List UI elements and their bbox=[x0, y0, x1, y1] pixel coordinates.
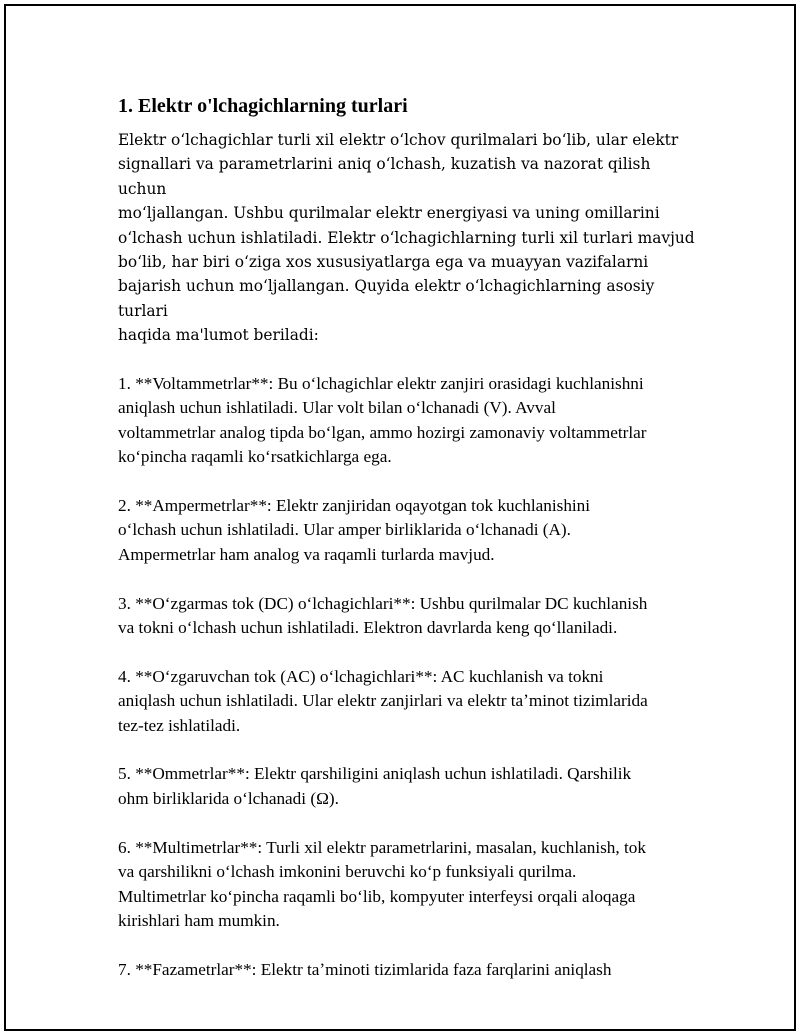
list-item-voltammetrlar: 1. **Voltammetrlar**: Bu oʻlchagichlar elektr zanjiri orasidagi kuchlanishni aniqlash uchun ishlatiladi. Ular volt bilan oʻlchanadi (V). Avval voltammetrlar analog tipda boʻlgan, ammo hozirgi zamonaviy voltammetrlar koʻpincha raqamli koʻrsatkichlarga ega. bbox=[118, 374, 647, 467]
list-item-fazametrlar: 7. **Fazametrlar**: Elektr taʼminoti tizimlarida faza farqlarini aniqlash bbox=[118, 959, 612, 979]
list-item-ampermetrlar: 2. **Ampermetrlar**: Elektr zanjiridan oqayotgan tok kuchlanishini oʻlchash uchun ishlatiladi. Ular amper birliklarida oʻlchanadi (A). Ampermetrlar ham analog va raqamli turlarda mavjud. bbox=[118, 496, 591, 564]
section-heading: 1. Elektr o'lchagichlarning turlari bbox=[118, 95, 408, 117]
intro-paragraph: Elektr oʻlchagichlar turli xil elektr oʻlchov qurilmalari boʻlib, ular elektr signallari va parametrlarini aniq oʻlchash, kuzatish va nazorat qilish uchun moʻljallangan. Ushbu qurilmalar elektr energiyasi va uning omillarini oʻlchash uchun ishlatiladi. Elektr oʻlchagichlarning turli xil turlari mavjud boʻlib, har biri oʻziga xos xususiyatlarga ega va muayyan vazifalarni bajarish uchun moʻljallangan. Quyida elektr oʻlchagichlarning asosiy turlari haqida ma'lumot beriladi: bbox=[118, 131, 695, 345]
list-item-multimetrlar: 6. **Multimetrlar**: Turli xil elektr parametrlarini, masalan, kuchlanish, tok va qarshilikni oʻlchash imkonini beruvchi koʻp funksiyali qurilma. Multimetrlar koʻpincha raqamli boʻlib, kompyuter interfeysi orqali aloqaga kirishlari ham mumkin. bbox=[118, 837, 646, 930]
document-body bbox=[118, 92, 698, 1007]
list-item-ommetrlar: 5. **Ommetrlar**: Elektr qarshiligini aniqlash uchun ishlatiladi. Qarshilik ohm birliklarida oʻlchanadi (Ω). bbox=[118, 764, 632, 808]
list-item-dc-olchagichlar: 3. **Oʻzgarmas tok (DC) oʻlchagichlari**: Ushbu qurilmalar DC kuchlanish va tokni oʻlchash uchun ishlatiladi. Elektron davrlarda keng qoʻllaniladi. bbox=[118, 593, 648, 638]
list-item-ac-olchagichlar: 4. **Oʻzgaruvchan tok (AC) oʻlchagichlari**: AC kuchlanish va tokni aniqlash uchun ishlatiladi. Ular elektr zanjirlari va elektr taʼminot tizimlarida tez-tez ishlatiladi. bbox=[118, 666, 648, 735]
